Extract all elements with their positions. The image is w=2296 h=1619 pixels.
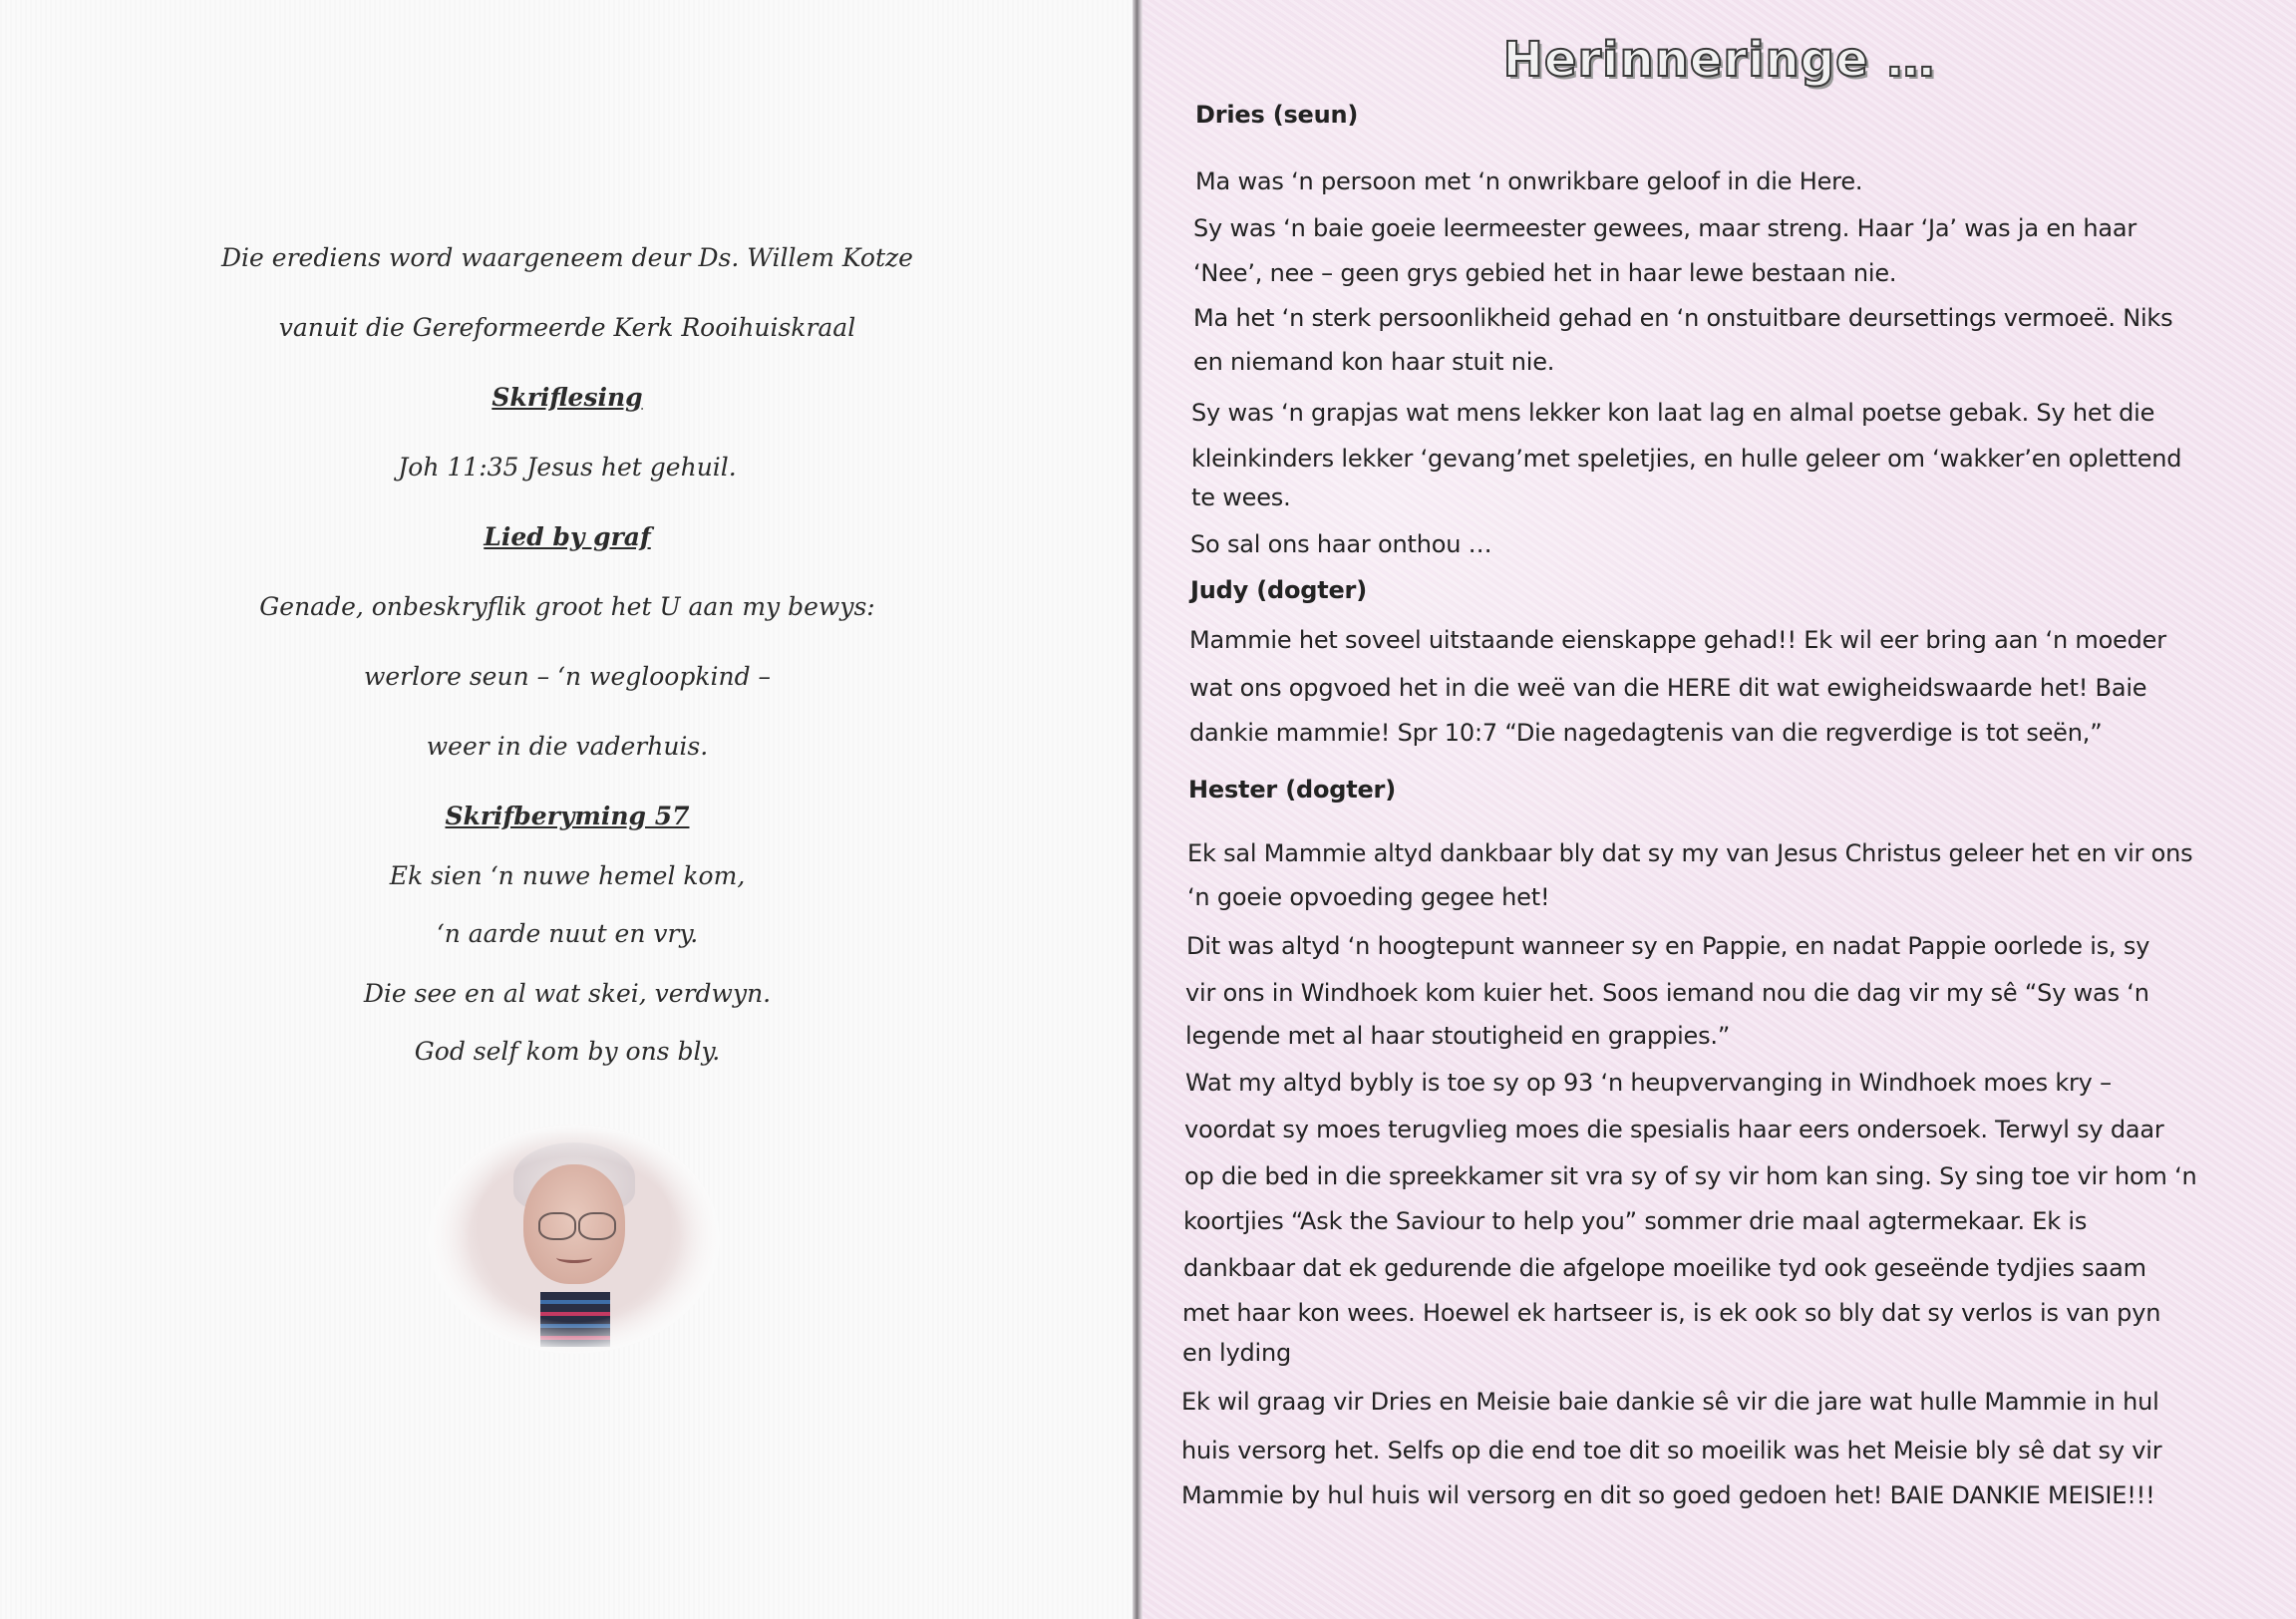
section-heading-judy: Judy (dogter) (1190, 576, 1367, 604)
section-heading-dries: Dries (seun) (1195, 101, 1359, 129)
dries-line-4: Ma het ‘n sterk persoonlikheid gehad en ‘n onstuitbare deursettings vermoeë. Niks (1193, 304, 2173, 332)
scripture-reading: Joh 11:35 Jesus het gehuil. (398, 453, 737, 482)
dries-line-2: Sy was ‘n baie goeie leermeester gewees, maar streng. Haar ‘Ja’ was ja en haar (1193, 214, 2137, 242)
hymn-line-3: Die see en al wat skei, verdwyn. (363, 979, 772, 1008)
judy-line-2: wat ons opgvoed het in die weë van die HERE dit wat ewigheidswaarde het! Baie (1189, 674, 2147, 702)
hymn-line-1: Ek sien ‘n nuwe hemel kom, (389, 861, 746, 890)
dries-line-7: kleinkinders lekker ‘gevang’met speletjies, en hulle geleer om ‘wakker’en oplettend (1191, 445, 2182, 473)
dries-line-6: Sy was ‘n grapjas wat mens lekker kon laat lag en almal poetse gebak. Sy het die (1191, 399, 2155, 427)
hester-line-4: vir ons in Windhoek kom kuier het. Soos iemand nou die dag vir my sê “Sy was ‘n (1185, 979, 2149, 1007)
hester-line-15: Mammie by hul huis wil versorg en dit so goed gedoen het! BAIE DANKIE MEISIE!!! (1181, 1481, 2155, 1509)
hester-line-1: Ek sal Mammie altyd dankbaar bly dat sy my van Jesus Christus geleer het en vir ons (1187, 839, 2193, 867)
portrait-vignette (429, 1125, 720, 1354)
page-title: Herinneringe … (1502, 32, 1936, 88)
service-line-1: Die erediens word waargeneem deur Ds. Willem Kotze (221, 243, 913, 272)
hester-line-8: op die bed in die spreekkamer sit vra sy of sy vir hom kan sing. Sy sing toe vir hom ‘n (1184, 1162, 2197, 1190)
dries-line-3: ‘Nee’, nee – geen grys gebied het in haar lewe bestaan nie. (1193, 259, 1897, 287)
hester-line-2: ‘n goeie opvoeding gegee het! (1187, 883, 1550, 911)
judy-line-3: dankie mammie! Spr 10:7 “Die nagedagtenis van die regverdige is tot seën,” (1189, 719, 2103, 747)
dries-line-5: en niemand kon haar stuit nie. (1193, 348, 1555, 376)
heading-skrifberyming: Skrifberyming 57 (445, 802, 690, 830)
song-line-1: Genade, onbeskryflik groot het U aan my bewys: (259, 592, 875, 621)
dries-line-9: So sal ons haar onthou … (1190, 530, 1492, 558)
right-page (1143, 0, 2296, 1619)
section-heading-hester: Hester (dogter) (1188, 776, 1396, 804)
hester-line-12: en lyding (1182, 1339, 1292, 1367)
dries-line-8: te wees. (1191, 484, 1291, 511)
service-line-2: vanuit die Gereformeerde Kerk Rooihuiskraal (278, 313, 856, 342)
judy-line-1: Mammie het soveel uitstaande eienskappe gehad!! Ek wil eer bring aan ‘n moeder (1189, 626, 2166, 654)
song-line-2: werlore seun – ‘n wegloopkind – (363, 662, 772, 691)
heading-skriflesing: Skriflesing (492, 383, 643, 412)
hester-line-3: Dit was altyd ‘n hoogtepunt wanneer sy en Pappie, en nadat Pappie oorlede is, sy (1186, 932, 2150, 960)
dries-line-1: Ma was ‘n persoon met ‘n onwrikbare geloof in die Here. (1195, 167, 1863, 195)
heading-lied-by-graf: Lied by graf (484, 522, 651, 551)
hester-line-5: legende met al haar stoutigheid en grappies.” (1185, 1022, 1731, 1050)
hymn-line-4: God self kom by ons bly. (414, 1037, 721, 1066)
hester-line-13: Ek wil graag vir Dries en Meisie baie dankie sê vir die jare wat hulle Mammie in hul (1181, 1388, 2159, 1416)
portrait-photo (429, 1125, 720, 1354)
hester-line-11: met haar kon wees. Hoewel ek hartseer is, is ek ook so bly dat sy verlos is van pyn (1182, 1299, 2161, 1327)
hymn-line-2: ‘n aarde nuut en vry. (436, 919, 699, 948)
song-line-3: weer in die vaderhuis. (426, 732, 709, 761)
hester-line-9: koortjies “Ask the Saviour to help you” sommer drie maal agtermekaar. Ek is (1183, 1207, 2088, 1235)
hester-line-7: voordat sy moes terugvlieg moes die spesialis haar eers ondersoek. Terwyl sy daar (1184, 1116, 2164, 1143)
hester-line-6: Wat my altyd bybly is toe sy op 93 ‘n heupvervanging in Windhoek moes kry – (1185, 1069, 2112, 1097)
hester-line-10: dankbaar dat ek gedurende die afgelope moeilike tyd ook geseënde tydjies saam (1183, 1254, 2146, 1282)
hester-line-14: huis versorg het. Selfs op die end toe dit so moeilik was het Meisie bly sê dat sy vir (1181, 1437, 2162, 1464)
